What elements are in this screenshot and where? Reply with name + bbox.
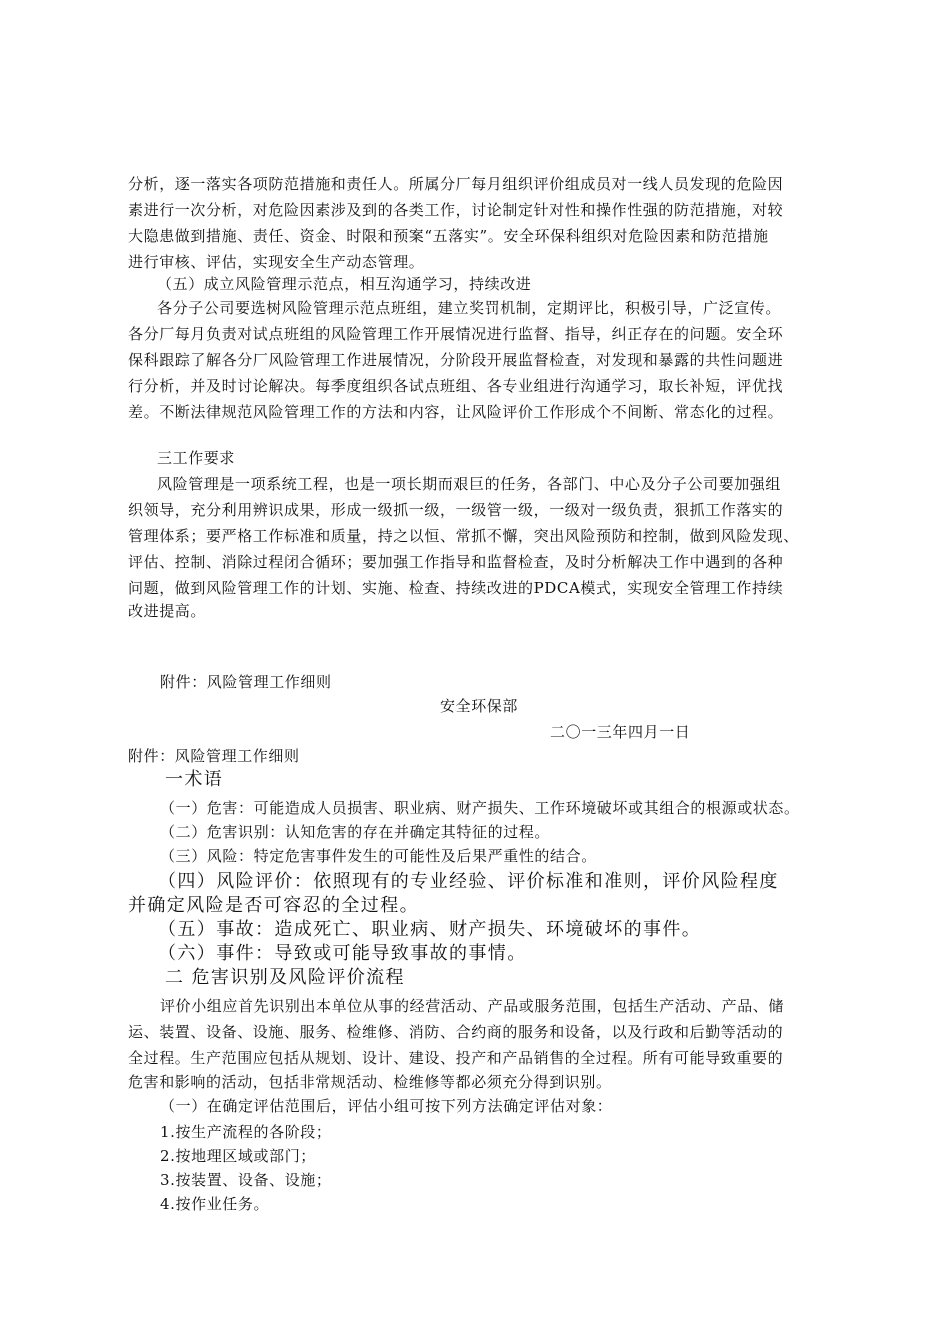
paragraph-line: 行分析，并及时讨论解决。每季度组织各试点班组、各专业组进行沟通学习，取长补短，评优找 — [128, 377, 784, 395]
appendix-title: 附件：风险管理工作细则 — [128, 747, 300, 765]
signature-department: 安全环保部 — [440, 697, 519, 715]
paragraph-line: 进行审核、评估，实现安全生产动态管理。 — [128, 253, 425, 271]
paragraph-line: 运、装置、设备、设施、服务、检维修、消防、合约商的服务和设备，以及行政和后勤等活动的 — [128, 1023, 784, 1041]
method-item: 1.按生产流程的各阶段； — [160, 1123, 332, 1141]
paragraph-line: 危害和影响的活动，包括非常规活动、检维修等都必须充分得到识别。 — [128, 1073, 612, 1091]
section-heading: （五）成立风险管理示范点，相互沟通学习，持续改进 — [157, 275, 532, 293]
paragraph-line: 评估、控制、消除过程闭合循环；要加强工作指导和监督检查，及时分析解决工作中遇到的各种 — [128, 553, 784, 571]
paragraph-line: 分析，逐一落实各项防范措施和责任人。所属分厂每月组织评价组成员对一线人员发现的危险因 — [128, 175, 784, 193]
term-item: （二）危害识别：认知危害的存在并确定其特征的过程。 — [160, 823, 551, 841]
paragraph-line: 差。不断法律规范风险管理工作的方法和内容，让风险评价工作形成个不间断、常态化的过程。 — [128, 403, 784, 421]
paragraph-line: 全过程。生产范围应包括从规划、设计、建设、投产和产品销售的全过程。所有可能导致重要的 — [128, 1049, 784, 1067]
term-item: （六）事件：导致或可能导致事故的事情。 — [158, 943, 527, 964]
paragraph-line: 评价小组应首先识别出本单位从事的经营活动、产品或服务范围，包括生产活动、产品、储 — [160, 997, 785, 1015]
paragraph-line: 问题，做到风险管理工作的计划、实施、检查、持续改进的PDCA模式，实现安全管理工作持续 — [128, 579, 784, 597]
term-item: （四）风险评价：依照现有的专业经验、评价标准和准则，评价风险程度 — [158, 871, 779, 892]
process-heading: 二 危害识别及风险评价流程 — [165, 967, 405, 988]
method-item: 3.按装置、设备、设施； — [160, 1171, 332, 1189]
paragraph-line: 保科跟踪了解各分厂风险管理工作进展情况，分阶段开展监督检查，对发现和暴露的共性问题进 — [128, 351, 784, 369]
term-item-continued: 并确定风险是否可容忍的全过程。 — [128, 895, 419, 916]
paragraph-line: 管理体系；要严格工作标准和质量，持之以恒、常抓不懈，突出风险预防和控制，做到风险发现、 — [128, 527, 799, 545]
signature-date: 二〇一三年四月一日 — [550, 723, 691, 741]
method-intro: （一）在确定评估范围后，评估小组可按下列方法确定评估对象： — [160, 1097, 613, 1115]
paragraph-line: 大隐患做到措施、责任、资金、时限和预案“五落实”。安全环保科组织对危险因素和防范措施 — [128, 227, 769, 245]
paragraph-line: 织领导，充分利用辨识成果，形成一级抓一级，一级管一级，一级对一级负责，狠抓工作落实的 — [128, 501, 784, 519]
paragraph-line: 各分子公司要选树风险管理示范点班组，建立奖罚机制，定期评比，积极引导，广泛宣传。 — [157, 299, 782, 317]
paragraph-line: 各分厂每月负责对试点班组的风险管理工作开展情况进行监督、指导，纠正存在的问题。安全环 — [128, 325, 784, 343]
paragraph-line: 风险管理是一项系统工程，也是一项长期而艰巨的任务，各部门、中心及分子公司要加强组 — [157, 475, 782, 493]
term-item: （五）事故：造成死亡、职业病、财产损失、环境破坏的事件。 — [158, 919, 702, 940]
method-item: 2.按地理区域或部门； — [160, 1147, 316, 1165]
paragraph-line: 改进提高。 — [128, 602, 207, 620]
section-heading: 三工作要求 — [157, 449, 236, 467]
term-item: （三）风险：特定危害事件发生的可能性及后果严重性的结合。 — [160, 847, 597, 865]
terms-heading: 一术语 — [165, 769, 224, 790]
attachment-note: 附件：风险管理工作细则 — [160, 673, 332, 691]
term-item: （一）危害：可能造成人员损害、职业病、财产损失、工作环境破坏或其组合的根源或状态。 — [160, 799, 800, 817]
method-item: 4.按作业任务。 — [160, 1195, 270, 1213]
paragraph-line: 素进行一次分析，对危险因素涉及到的各类工作，讨论制定针对性和操作性强的防范措施，对较 — [128, 201, 784, 219]
